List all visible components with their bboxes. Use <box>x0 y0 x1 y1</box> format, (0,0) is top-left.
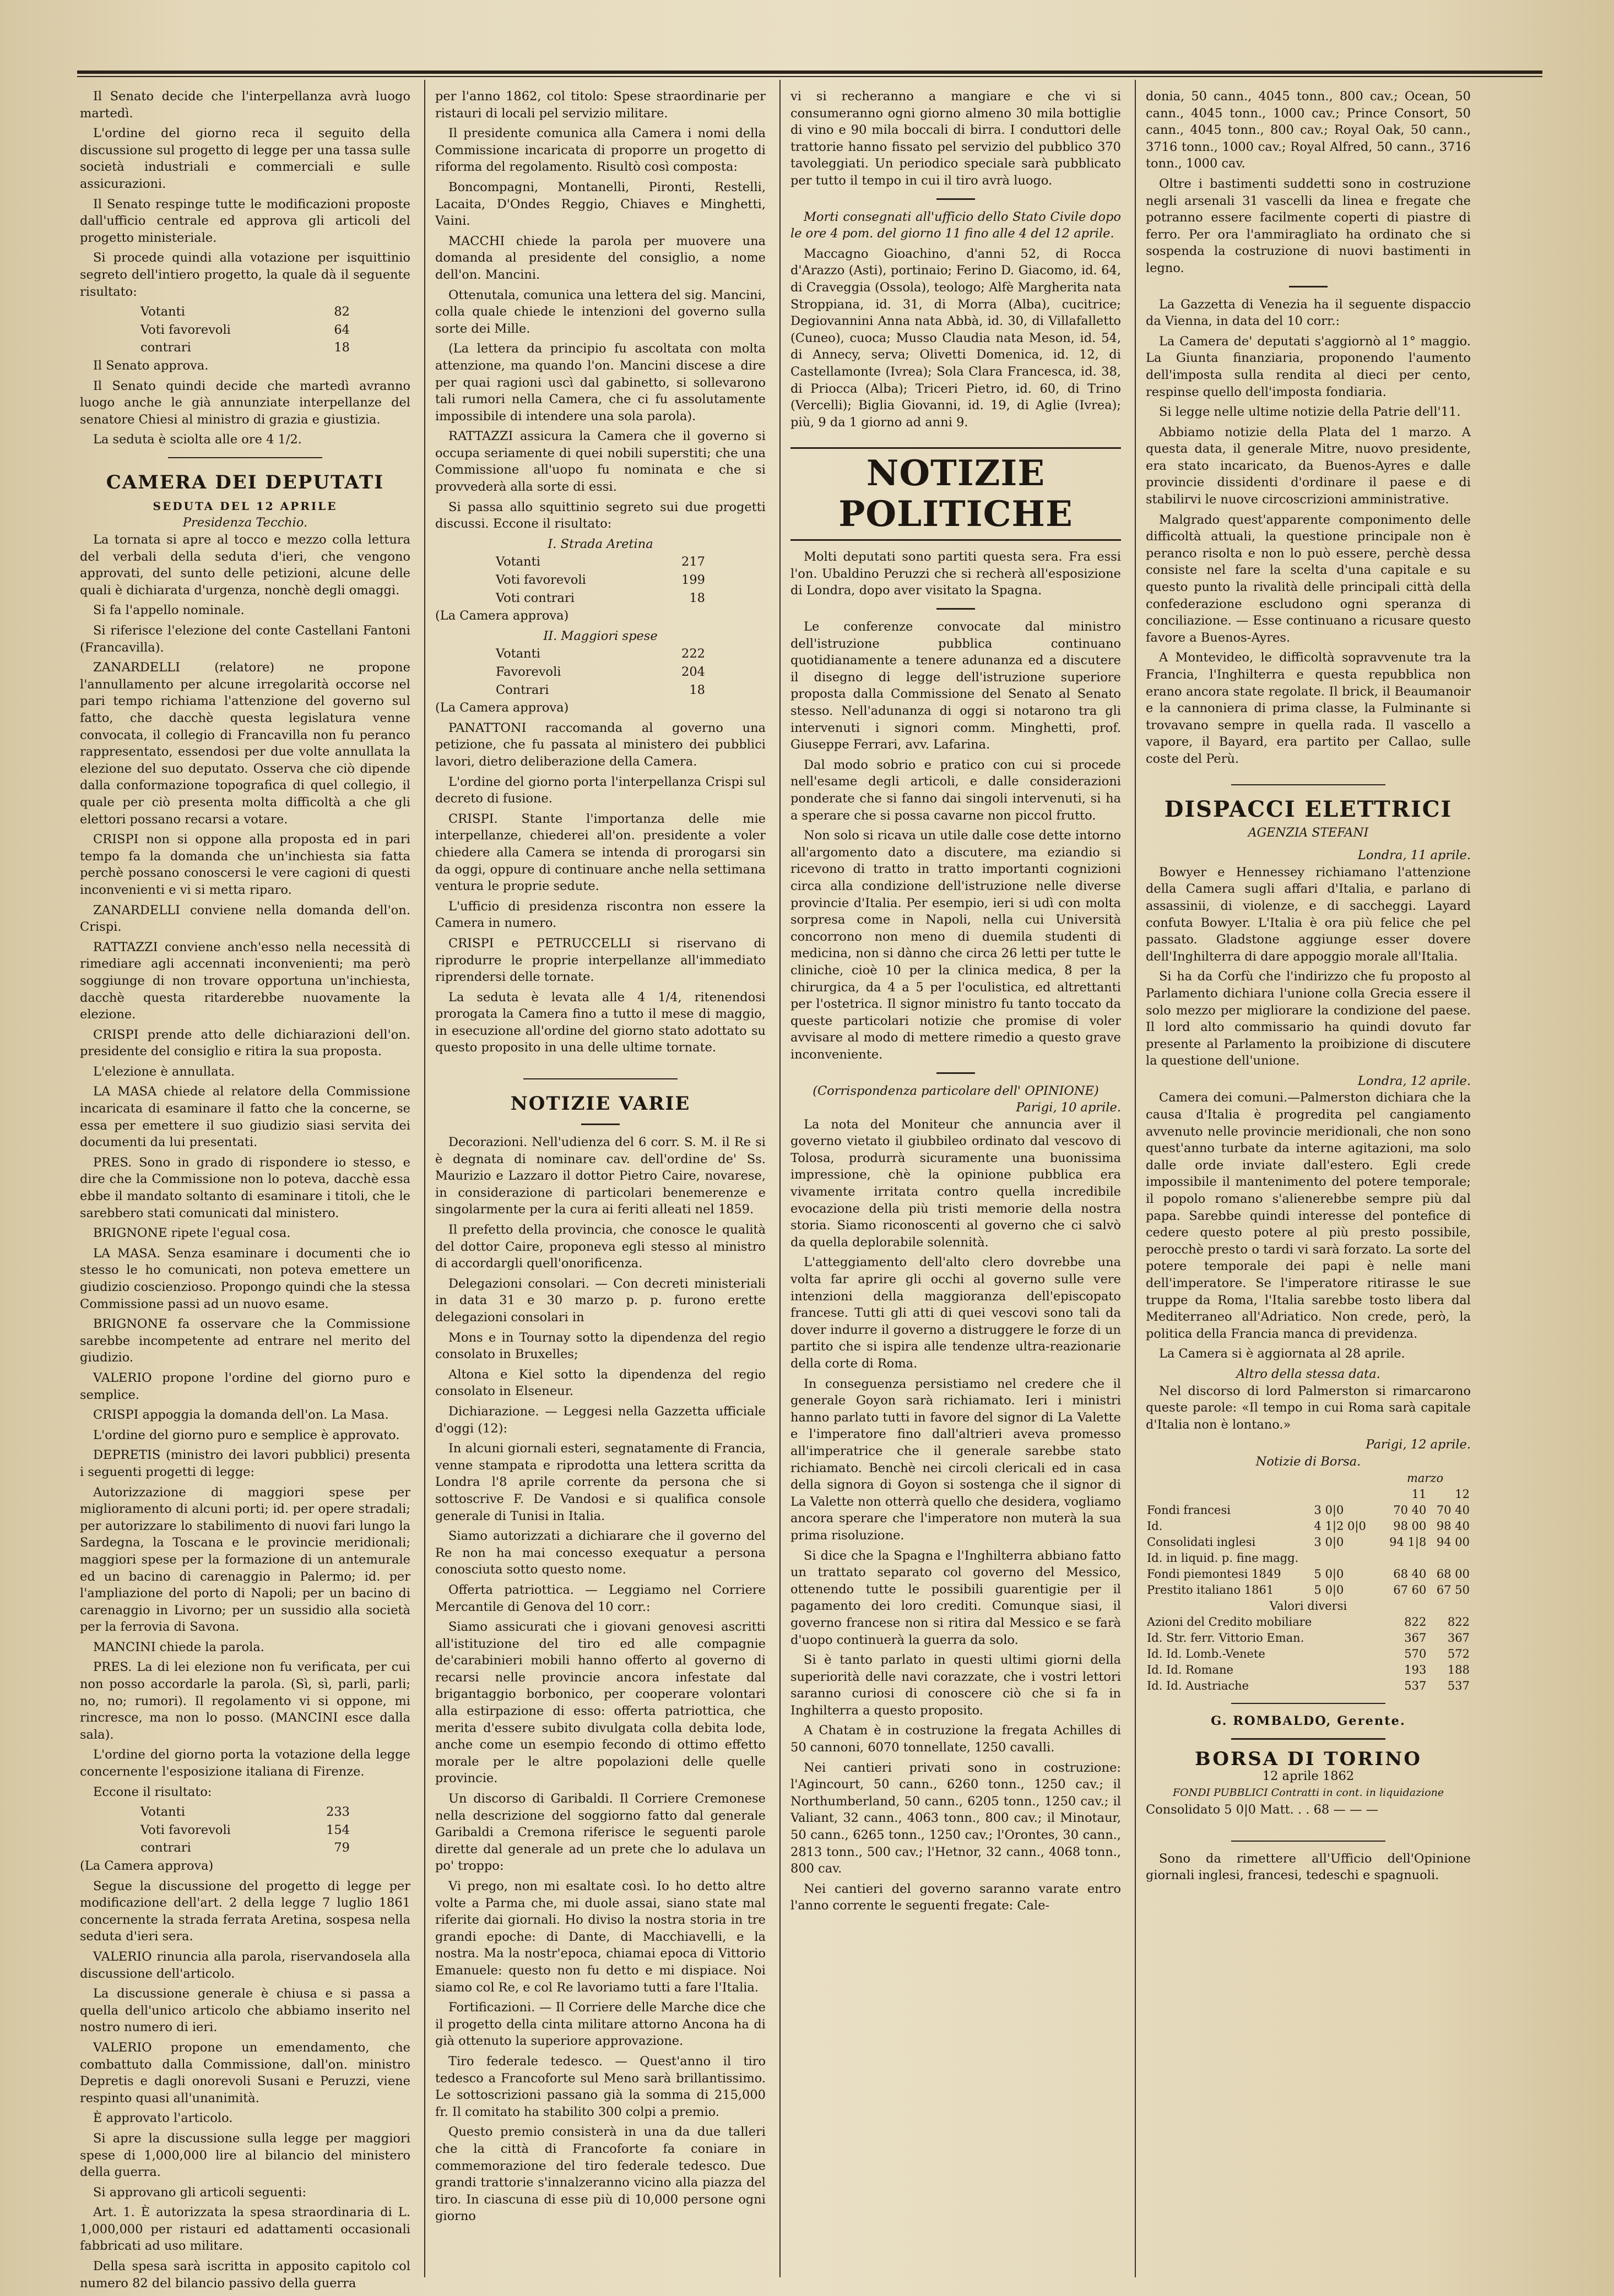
paragraph: La discussione generale è chiusa e si passa a quella dell'unico articolo che abbiamo inserito nel nostro numero di ieri. <box>80 1986 410 2035</box>
dateline: Londra, 11 aprile. <box>1357 848 1471 863</box>
paragraph: Eccone il risultato: <box>93 1784 212 1799</box>
paragraph: Si ha da Corfù che l'indirizzo che fu proposto al Parlamento dichiara l'unione colla Grecia essere il solo mezzo per migliorare la condizione del paese. Il lord alto commissario ha quindi dovuto far presente al Parlamento la proibizione di discutere la questione dell'unione. <box>1146 969 1471 1068</box>
separator <box>936 608 975 610</box>
table-row: Id. in liquid. p. fine magg. <box>1147 1551 1299 1565</box>
paragraph: Si approvano gli articoli seguenti: <box>93 2185 307 2200</box>
header-rule-thin <box>77 76 1542 77</box>
column-4 <box>1146 88 1471 2269</box>
paragraph: Delegazioni consolari. — Con decreti ministeriali in data 31 e 30 marzo p. p. furono erette delegazioni consolari in <box>435 1276 766 1325</box>
column-divider <box>1135 80 1136 2277</box>
table-row: Azioni del Credito mobiliare 822 822 <box>1147 1615 1470 1629</box>
paragraph: Il presidente comunica alla Camera i nomi della Commissione incaricata di proporre un progetto di riforma del regolamento. Risultò così composta: <box>435 126 766 175</box>
paragraph: Nei cantieri privati sono in costruzione: l'Agincourt, 50 cann., 6260 tonn., 1250 cav.; il Northumberland, 50 cann., 6205 tonn., 1250 cav.; il Valiant, 32 cann., 4063 tonn., 800 cav.; il Minotaur, 50 cann., 6265 tonn., 1250 cav.; l'Orontes, 30 cann., 2813 tonn., 500 cav.; l'Hetnor, 32 cann., 4068 tonn., 800 cav. <box>790 1760 1121 1876</box>
paragraph: per l'anno 1862, col titolo: Spese straordinarie per ristauri di locali pel servizio militare. <box>435 89 766 121</box>
paragraph: La Camera de' deputati s'aggiornò al 1° maggio. La Giunta finanziaria, proponendo l'aumento dell'imposta sulla rendita al dieci per cento, respinse quello dell'imposta fondiaria. <box>1146 334 1471 399</box>
separator <box>1231 1738 1385 1740</box>
paragraph: In conseguenza persistiamo nel credere che il generale Goyon sarà richiamato. Ieri i ministri hanno parlato tutti in favore del signor di La Valette e l'imperatore fino dall'altrieri aveva promesso all'imperatrice che il generale sarebbe stato richiamato. Benchè nei circoli clericali ed in casa della signora di Goyon si sostenga che il signor di La Valette non otterrà quello che desidera, vogliamo ancora sperare che l'imperatore non muterà la sua prima risoluzione. <box>790 1376 1121 1543</box>
paragraph: Fortificazioni. — Il Corriere delle Marche dice che il progetto della cinta militare attorno Ancona ha di già ottenuto la superiore approvazione. <box>435 2000 766 2049</box>
paragraph: Il Senato respinge tutte le modificazioni proposte dall'ufficio centrale ed approva gli articoli del progetto ministeriale. <box>80 197 410 245</box>
paragraph: CRISPI appoggia la domanda dell'on. La Masa. <box>93 1408 389 1423</box>
column-2 <box>435 88 766 2269</box>
paragraph: L'ordine del giorno porta la votazione della legge concernente l'esposizione italiana di Firenze. <box>80 1747 410 1779</box>
paragraph: Si fa l'appello nominale. <box>93 603 245 618</box>
table-row: Prestito italiano 1861 5 0|0 67 60 67 50 <box>1147 1583 1470 1597</box>
paragraph: Dal modo sobrio e pratico con cui si procede nell'esame degli articoli, e dalle considerazioni ponderate che si fanno dai singoli intervenuti, si ha a sperare che si possa cavarne non piccol frutto. <box>790 757 1121 823</box>
vote-heading: I. Strada Aretina <box>548 536 653 551</box>
paragraph: Della spesa sarà iscritta in apposito capitolo col numero 82 del bilancio passivo della guerra <box>80 2259 410 2290</box>
borsa-line: Consolidato 5 0|0 Matt. . . 68 — — — <box>1146 1802 1379 1817</box>
paragraph: La seduta è sciolta alle ore 4 1/2. <box>93 432 302 447</box>
paragraph: Siamo assicurati che i giovani genovesi ascritti all'istituzione del tiro ed alle compagnie de'carabinieri mobili hanno offerto al governo di recarsi nelle provincie ancora infestate dal brigantaggio borbonico, per cooperare volontari alla estirpazione di esso: offerta patriottica, che merita d'essere subito divulgata colla debita lode, anche come un esempio fecondo di ottimo effetto morale per le altre popolazioni delle quelle provincie. <box>435 1620 766 1786</box>
paragraph: Offerta patriottica. — Leggiamo nel Corriere Mercantile di Genova del 10 corr.: <box>435 1582 766 1614</box>
paragraph: L'elezione è annullata. <box>93 1064 235 1079</box>
paragraph: In alcuni giornali esteri, segnatamente di Francia, venne stampata e riprodotta una lettera scritta da Londra l'8 aprile corrente da persona che si sottoscrive F. De Vandosi e si qualifica console generale di Tunisi in Italia. <box>435 1441 766 1523</box>
dateline: Parigi, 10 aprile. <box>1016 1100 1121 1115</box>
paragraph: PANATTONI raccomanda al governo una petizione, che fu passata al ministero dei pubblici lavori, dietro deliberazione della Camera. <box>435 720 766 769</box>
paragraph: Segue la discussione del progetto di legge per modificazione dell'art. 2 della legge 7 luglio 1861 concernente la strada ferrata Aretina, sospesa nella seduta d'ieri sera. <box>80 1879 410 1944</box>
vote-row: Votanti 233 <box>140 1805 350 1820</box>
paragraph: Vi prego, non mi esaltate così. Io ho detto altre volte a Parma che, mi duole assai, siano state mal riferite dai giornali. Ho diviso la nostra storia in tre grandi epoche: di Dante, di Macchiavelli, e la nostra. Ma la nostr'epoca, chiamai epoca di Vittorio Emanuele: questo non fu detto e mi dispiace. Noi siamo col Re, e col Re lavoriamo tutti a fare l'Italia. <box>435 1879 766 1995</box>
paragraph: PRES. La di lei elezione non fu verificata, per cui non posso accordarle la parola. (Sì, sì, parli, parli; no, no; rumori). Il regolamento vi si oppone, mi rincresce, ma non lo posso. (MANCINI esce dalla sala). <box>80 1660 410 1742</box>
separator <box>1289 286 1328 287</box>
paragraph: Si legge nelle ultime notizie della Patrie dell'11. <box>1159 405 1461 420</box>
paragraph: Maccagno Gioachino, d'anni 52, di Rocca d'Arazzo (Asti), portinaio; Ferino D. Giacomo, id. 64, di Craveggia (Ossola), teologo; Alfè Margherita nata Stroppiana, id. 31, di Morra (Alba), cucitrice; Degiovannini Anna nata Abbà, id. 30, di Villafalletto (Cuneo), cuoca; Musso Claudia nata Meson, id. 54, di Annecy, serva; Olivetti Domenica, id. 12, di Castellamonte (Ivrea); Sola Clara Francesca, id. 38, di Priocca (Alba); Triceri Pietro, id. 60, di Trino (Vercelli); Biglia Giovanni, id. 19, di Aglie (Ivrea); più, 9 da 1 giorno ad anni 9. <box>790 246 1121 430</box>
separator <box>523 1078 678 1079</box>
paragraph: VALERIO rinuncia alla parola, riservandosela alla discussione dell'articolo. <box>80 1949 410 1981</box>
dateline: Londra, 12 aprile. <box>1357 1073 1471 1088</box>
paragraph: Il prefetto della provincia, che conosce le qualità del dottor Caire, proponeva egli stesso al ministro di accordargli quell'onorificenza. <box>435 1223 766 1271</box>
vote-row: Contrari 18 <box>496 682 705 697</box>
dateline: Altro della stessa data. <box>1236 1366 1380 1381</box>
header-rule <box>77 70 1542 74</box>
vote-row: Voti favorevoli 154 <box>140 1822 350 1837</box>
paragraph: Tiro federale tedesco. — Quest'anno il tiro tedesco a Francoforte sul Meno sarà brillantissimo. Le sottoscrizioni passano già la somma di 215,000 fr. Il comitato ha stabilito 300 colpi a premio. <box>435 2054 766 2119</box>
paragraph: LA MASA. Senza esaminare i documenti che io stesso le ho comunicati, non poteva emettere un giudizio coscienzioso. Propongo quindi che la stessa Commissione passi ad un nuovo esame. <box>80 1246 410 1311</box>
table-row: marzo <box>1406 1471 1444 1485</box>
paragraph: Ottenutala, comunica una lettera del sig. Mancini, colla quale chiede le intenzioni del governo sulla sorte dei Mille. <box>435 287 766 336</box>
paragraph: CRISPI. Stante l'importanza delle mie interpellanze, chiederei all'on. presidente a voler chiedere alla Camera se intenda di prorogarsi sin da oggi, oppure di continuare anche nella settimana ventura le proprie sedute. <box>435 811 766 894</box>
borsa-columns: FONDI PUBBLICI Contratti in cont. in liquidazione <box>1172 1787 1444 1799</box>
paragraph: Autorizzazione di maggiori spese per miglioramento di alcuni porti; id. per opere stradali; per autorizzare lo stabilimento di nuovi fari lungo la Sardegna, la Toscana e le provincie meridionali; maggiori spese per la formazione di un antemurale ed un bacino di carenaggio in Palermo; id. per l'ampliazione del porto di Napoli; per un bacino di carenaggio in Livorno; per un sussidio alla società per la ferrovia di Savona. <box>80 1485 410 1635</box>
paragraph: VALERIO propone l'ordine del giorno puro e semplice. <box>80 1370 410 1402</box>
seduta-date: SEDUTA DEL 12 APRILE <box>153 499 338 513</box>
paragraph: Non solo si ricava un utile dalle cose dette intorno all'argomento dato a discutere, ma eziandio si ricevono di tratto in tratto importanti cognizioni circa alla condizione dell'istruzione nelle diverse provincie d'Italia. Per esempio, ieri si udì con molta sorpresa come in Napoli, nella cui Università concorrono non meno di duemila studenti di medicina, non si dànno che circa 26 letti per tutte le cliniche, cioè 10 per la clinica medica, 8 per la chirurgica, da 4 a 5 per l'oculistica, ed altrettanti per l'ostetrica. Il signor ministro fu tanto toccato da queste particolari notizie che promise di voler avvisare al modo di mettere rimedio a questo grave inconveniente. <box>790 828 1121 1062</box>
borsa-table <box>1146 1470 1471 1694</box>
paragraph: Il Senato decide che l'interpellanza avrà luogo martedì. <box>80 89 410 121</box>
vote-row: Votanti 82 <box>140 305 350 319</box>
paragraph: RATTAZZI assicura la Camera che il governo si occupa seriamente di quei nobili superstiti; che una Commissione all'uopo fu nominata e che si provvederà alla sorte di essi. <box>435 429 766 495</box>
paragraph: Boncompagni, Montanelli, Pironti, Restelli, Lacaita, D'Ondes Reggio, Chiaves e Minghetti, Vaini. <box>435 180 766 229</box>
paragraph: Il Senato approva. <box>93 358 209 373</box>
paragraph: Si procede quindi alla votazione per isquittinio segreto dell'intiero progetto, la quale dà il seguente risultato: <box>80 251 410 299</box>
column-divider <box>779 80 781 2277</box>
table-row: Id. 4 1|2 0|0 98 00 98 40 <box>1147 1519 1470 1533</box>
paragraph: BRIGNONE ripete l'egual cosa. <box>93 1226 291 1241</box>
paragraph: BRIGNONE fa osservare che la Commissione sarebbe incompetente ad entrare nel merito del giudizio. <box>80 1317 410 1365</box>
presidenza: Presidenza Tecchio. <box>182 515 308 530</box>
paragraph: Si passa allo squittinio segreto sui due progetti discussi. Eccone il risultato: <box>435 500 766 531</box>
paragraph: (La Camera approva) <box>80 1859 214 1873</box>
paragraph: A Montevideo, le difficoltà sopravvenute tra la Francia, l'Inghilterra e questa repubblica non erano ancora state regolate. Il brick, il Beaumanoir e la cannoniera di prima classe, la Fulminante si trovavano sempre in quella rada. Il vascello a vapore, il Bayard, era partito per Callao, sulle coste del Perù. <box>1146 650 1471 766</box>
paragraph: Questo premio consisterà in una da due talleri che la città di Francoforte fa coniare in commemorazione del tiro federale tedesco. Due grandi trattorie s'innalzeranno vicino alla piazza del tiro. In ciascuna di esse più di 10,000 persone ogni giorno <box>435 2125 766 2224</box>
paragraph: L'ordine del giorno puro e semplice è approvato. <box>93 1427 400 1442</box>
borsa-subheading: Notizie di Borsa. <box>1255 1454 1361 1469</box>
paragraph: RATTAZZI conviene anch'esso nella necessità di rimediare agli accennati inconvenienti; ma però soggiunge di non trovare opportuna un'inchiesta, dacchè questa ritarderebbe nuovamente la elezione. <box>80 940 410 1022</box>
paragraph: Altona e Kiel sotto la dipendenza del regio consolato in Elseneur. <box>435 1367 766 1399</box>
correspondence-heading: (Corrispondenza particolare dell' OPINIONE) <box>813 1083 1099 1098</box>
paragraph: La tornata si apre al tocco e mezzo colla lettura del verbali della seduta d'ieri, che vengono approvati, del sunto delle petizioni, alcune delle quali è dichiarata d'urgenza, nonchè degli omaggi. <box>80 533 410 598</box>
vote-row: Favorevoli 204 <box>496 665 705 679</box>
paragraph: vi si recheranno a mangiare e che vi si consumeranno ogni giorno almeno 30 mila bottiglie di vino e 90 mila boccali di birra. I conduttori delle trattorie hanno fissato pel servizio del pubblico 370 tavoleggiati. Un periodico speciale sarà pubblicato per tutto il tempo in cui il tiro avrà luogo. <box>790 89 1121 188</box>
paragraph: Morti consegnati all'ufficio dello Stato Civile dopo le ore 4 pom. del giorno 11 fino alle 4 del 12 aprile. <box>790 209 1121 241</box>
paragraph: Sono da rimettere all'Ufficio dell'Opinione giornali inglesi, francesi, tedeschi e spagnuoli. <box>1146 1851 1471 1883</box>
paragraph: Nel discorso di lord Palmerston si rimarcarono queste parole: «Il tempo in cui Roma sarà capitale d'Italia non è lontano.» <box>1146 1383 1471 1432</box>
paragraph: Decorazioni. Nell'udienza del 6 corr. S. M. il Re si è degnata di nominare cav. dell'ordine de' Ss. Maurizio e Lazzaro il dottor Pietro Caire, novarese, in considerazione di particolari benemerenze e singolarmente per la cura ai feriti alleati nel 1859. <box>435 1135 766 1217</box>
vote-row: contrari 79 <box>140 1841 350 1855</box>
vote-row: contrari 18 <box>140 340 350 355</box>
vote-row: Voti contrari 18 <box>496 590 705 605</box>
agency-name: AGENZIA STEFANI <box>1248 826 1369 840</box>
paragraph: CRISPI non si oppone alla proposta ed in pari tempo fa la domanda che un'inchiesta sia fatta perchè possano conoscersi le vere cagioni di questi inconvenienti e vi si metta riparo. <box>80 832 410 897</box>
vote-row: Voti favorevoli 64 <box>140 322 350 337</box>
paragraph: Si è tanto parlato in questi ultimi giorni della superiorità delle navi corazzate, che i vostri lettori saranno curiosi di conoscere ciò che si fa in Inghilterra a questo proposito. <box>790 1653 1121 1718</box>
separator <box>936 198 975 200</box>
paragraph: Si riferisce l'elezione del conte Castellani Fantoni (Francavilla). <box>80 623 410 655</box>
column-1 <box>80 88 410 2290</box>
paragraph: (La Camera approva) <box>435 701 569 715</box>
paragraph: La nota del Moniteur che annuncia aver il governo vietato il giubbileo ordinato dal vescovo di Tolosa, produrrà sicuramente una buonissima impressione, chè la opinione pubblica era vivamente irritata contro quella incredibile evocazione della più tristi memorie della nostra storia. Siamo riconoscenti al governo che ci salvò da quella deplorabile solennità. <box>790 1117 1121 1250</box>
paragraph: Camera dei comuni.—Palmerston dichiara che la causa d'Italia è progredita pel cangiamento avvenuto nelle provincie meridionali, che non sono quest'anno turbate da interne agitazioni, ma solo dalle orde inviate dall'estero. Egli crede impossibile il mantenimento del potere temporale; il popolo romano s'alienerebbe sempre più dal papa. Sarebbe quindi interesse del pontefice di cedere questo potere al più presto possibile, perocchè presto o tardi vi sarà forzato. La sorte del potere temporale dei papi è nelle mani dell'imperatore. Se l'imperatore ritirasse le sue truppe da Roma, l'Italia sarebbe tosto libera dal Mediterraneo all'Adriatico. Non crede, però, la politica della Francia manca di previdenza. <box>1146 1090 1471 1341</box>
section-title-varie: NOTIZIE VARIE <box>510 1093 691 1115</box>
paragraph: ZANARDELLI (relatore) ne propone l'annullamento per alcune irregolarità occorse nel pari tempo richiama l'attenzione del governo sul fatto, che dacchè questa legislatura venne convocata, il collegio di Francavilla non fu peranco rappresentato, essendosi per due volte annullata la elezione del suo deputato. Osserva che ciò dipende dalla conformazione topografica di quel collegio, il quale per ciò presenta molta difficoltà a che gli elettori possano recarsi a votare. <box>80 660 410 827</box>
vote-row: Votanti 217 <box>496 555 705 569</box>
column-divider <box>424 80 425 2277</box>
paragraph: Si apre la discussione sulla legge per maggiori spese di 1,000,000 lire al bilancio del ministero della guerra. <box>80 2131 410 2180</box>
paragraph: PRES. Sono in grado di rispondere io stesso, e dire che la Commissione non lo poteva, dacchè essa ebbe il mandato soltanto di esaminare i titoli, che le sarebbero stati comunicati dal ministero. <box>80 1155 410 1220</box>
table-row: Id. Id. Austriache 537 537 <box>1147 1679 1470 1692</box>
paragraph: L'ordine del giorno reca il seguito della discussione sul progetto di legge per una tassa sulle società industriali e commerciali e sulle assicurazioni. <box>80 126 410 191</box>
paragraph: La seduta è levata alle 4 1/4, ritenendosi prorogata la Camera fino a tutto il mese di maggio, in esecuzione all'ordine del giorno stato adottato su questo proposito in una delle ultime tornate. <box>435 990 766 1055</box>
paragraph: L'ordine del giorno porta l'interpellanza Crispi sul decreto di fusione. <box>435 774 766 806</box>
paragraph: VALERIO propone un emendamento, che combattuto dalla Commissione, dall'on. ministro Depretis e dagli onorevoli Susani e Peruzzi, viene respinto quasi all'unanimità. <box>80 2040 410 2105</box>
paragraph: Molti deputati sono partiti questa sera. Fra essi l'on. Ubaldino Peruzzi che si recherà all'esposizione di Londra, dopo aver visitato la Spagna. <box>790 550 1121 598</box>
paragraph: La Camera si è aggiornata al 28 aprile. <box>1159 1347 1405 1361</box>
table-row: Valori diversi <box>1269 1599 1347 1613</box>
paragraph: È approvato l'articolo. <box>93 2111 233 2126</box>
paragraph: DEPRETIS (ministro dei lavori pubblici) presenta i seguenti progetti di legge: <box>80 1448 410 1479</box>
separator <box>936 1072 975 1074</box>
paragraph: Dichiarazione. — Leggesi nella Gazzetta ufficiale d'oggi (12): <box>435 1404 766 1436</box>
paragraph: L'atteggiamento dell'alto clero dovrebbe una volta far aprire gli occhi al governo sulle vere intenzioni della maggioranza dell'episcopato francese. Tutti gli atti di quei vescovi sono tali da dover indurre il governo a distruggere le forze di un partito che si ispira alle tendenze ultra-reazionarie della corte di Roma. <box>790 1255 1121 1371</box>
paragraph: MANCINI chiede la parola. <box>93 1640 264 1654</box>
paragraph: CRISPI prende atto delle dichiarazioni dell'on. presidente del consiglio e ritira la sua proposta. <box>80 1027 410 1059</box>
table-row: Fondi francesi 3 0|0 70 40 70 40 <box>1147 1503 1470 1517</box>
table-row: Id. Id. Lomb.-Venete 570 572 <box>1147 1647 1470 1660</box>
paragraph: Bowyer e Hennessey richiamano l'attenzione della Camera sugli affari d'Italia, e parlano di assassinii, di violenze, e di saccheggi. Layard confuta Bowyer. L'Italia è ora più felice che pel passato. Gladstone aggiunge esser dovere dell'Inghilterra di dare appoggio morale all'Italia. <box>1146 865 1471 964</box>
separator <box>581 1123 620 1125</box>
table-row: Fondi piemontesi 1849 5 0|0 68 40 68 00 <box>1147 1567 1470 1581</box>
table-row: Id. Id. Romane 193 188 <box>1147 1663 1470 1676</box>
paragraph: Malgrado quest'apparente componimento delle difficoltà attuali, la questione principale non è peranco risolta e non lo può essere, perchè dessa consiste nel fare la scelta d'una capitale e su questo punto la rivalità delle principali città della confederazione escludono ogni speranza di conciliazione. — Esse continuano a ricusare questo favore a Buenos-Ayres. <box>1146 512 1471 645</box>
column-3 <box>790 88 1121 2269</box>
section-title-dispacci: DISPACCI ELETTRICI <box>1164 796 1453 822</box>
section-title-politiche: NOTIZIE POLITICHE <box>790 447 1121 541</box>
table-row: Id. Str. ferr. Vittorio Eman. 367 367 <box>1147 1631 1470 1644</box>
paragraph: MACCHI chiede la parola per muovere una domanda al presidente del consiglio, a nome dell'on. Mancini. <box>435 234 766 282</box>
paragraph: Le conferenze convocate dal ministro dell'istruzione pubblica continuano quotidianamente a tenere adunanza ed a discutere il disegno di legge dell'istruzione superiore proposta dalla Commissione del Senato al Senato stesso. Nell'adunanza di oggi si notarono tra gli intervenuti i signori comm. Minghetti, prof. Giuseppe Ferrari, avv. Lafarina. <box>790 620 1121 752</box>
paragraph: La Gazzetta di Venezia ha il seguente dispaccio da Vienna, in data del 10 corr.: <box>1146 297 1471 329</box>
paragraph: donia, 50 cann., 4045 tonn., 800 cav.; Ocean, 50 cann., 4045 tonn., 1000 cav.; Prince Consort, 50 cann., 4045 tonn., 800 cav.; Royal Oak, 50 cann., 3716 tonn., 1000 cav.; Royal Alfred, 50 cann., 3716 tonn., 1000 cav. <box>1146 89 1471 171</box>
paragraph: CRISPI e PETRUCCELLI si riservano di riprodurre le proprie interpellanze all'immediato riprendersi delle tornate. <box>435 936 766 985</box>
paragraph: Si dice che la Spagna e l'Inghilterra abbiano fatto un trattato separato col governo del Messico, ottenendo tutte le possibili guarentigie per il pagamento dei loro crediti. Comunque siasi, il governo francese non si ritira dal Messico e se farà d'uopo continuerà la guerra da solo. <box>790 1548 1121 1647</box>
separator <box>1231 784 1385 785</box>
paragraph: Siamo autorizzati a dichiarare che il governo del Re non ha mai concesso exequatur a persona conosciuta sotto questo nome. <box>435 1529 766 1577</box>
borsa-date: 12 aprile 1862 <box>1262 1768 1355 1783</box>
table-row: 11 12 <box>1411 1487 1470 1501</box>
vote-row: Voti favorevoli 199 <box>496 573 705 588</box>
gerente-signature: G. ROMBALDO, Gerente. <box>1211 1713 1406 1728</box>
borsa-title: BORSA DI TORINO <box>1194 1748 1422 1771</box>
paragraph: ZANARDELLI conviene nella domanda dell'on. Crispi. <box>80 903 410 935</box>
paragraph: Art. 1. È autorizzata la spesa straordinaria di L. 1,000,000 per ristauri ed adattamenti occasionali fabbricati ad uso militare. <box>80 2205 410 2254</box>
separator <box>1231 1703 1385 1704</box>
paragraph: (La Camera approva) <box>435 609 569 623</box>
paragraph: Un discorso di Garibaldi. Il Corriere Cremonese nella descrizione del soggiorno fatto dal generale Garibaldi a Cremona riferisce le seguenti parole dirette dal generale ad un prete che lo adulava un po' troppo: <box>435 1792 766 1874</box>
vote-heading: II. Maggiori spese <box>543 628 658 643</box>
vote-row: Votanti 222 <box>496 647 705 661</box>
dateline: Parigi, 12 aprile. <box>1366 1437 1471 1452</box>
paragraph: Mons e in Tournay sotto la dipendenza del regio consolato in Bruxelles; <box>435 1330 766 1362</box>
paragraph: (La lettera da principio fu ascoltata con molta attenzione, ma quando l'on. Mancini discese a dire per quai ragioni uscì dal gabinetto, si sollevarono tali rumori nella Camera, che ci fu assolutamente impossibile di intendere una sola parola). <box>435 341 766 424</box>
paragraph: A Chatam è in costruzione la fregata Achilles di 50 cannoni, 6070 tonnellate, 1250 cavalli. <box>790 1723 1121 1755</box>
paragraph: Oltre i bastimenti suddetti sono in costruzione negli arsenali 31 vascelli da linea e fregate che potranno essere facilmente coperti di piastre di ferro. Per ora l'ammiragliato ha ordinato che si sospenda la costruzione di nuovi bastimenti in legno. <box>1146 176 1471 275</box>
paragraph: Nei cantieri del governo saranno varate entro l'anno corrente le seguenti fregate: Cale- <box>790 1881 1121 1913</box>
section-title-camera: CAMERA DEI DEPUTATI <box>106 471 384 493</box>
paragraph: L'ufficio di presidenza riscontra non essere la Camera in numero. <box>435 899 766 931</box>
table-row: Consolidati inglesi 3 0|0 94 1|8 94 00 <box>1147 1535 1470 1549</box>
paragraph: Abbiamo notizie della Plata del 1 marzo. A questa data, il generale Mitre, nuovo presidente, era stato incaricato, da Buenos-Ayres e dalle provincie dissidenti d'ordinare il paese e di stabilirvi le nuove circoscrizioni amministrative. <box>1146 425 1471 507</box>
paragraph: Il Senato quindi decide che martedì avranno luogo anche le già annunziate interpellanze del senatore Chiesi al ministro di grazia e giustizia. <box>80 378 410 427</box>
paragraph: LA MASA chiede al relatore della Commissione incaricata di esaminare il fatto che la concerne, se essa per emettere il suo giudizio siasi servita dei documenti da lui presentati. <box>80 1084 410 1150</box>
separator <box>168 457 322 458</box>
separator <box>1231 1841 1385 1842</box>
